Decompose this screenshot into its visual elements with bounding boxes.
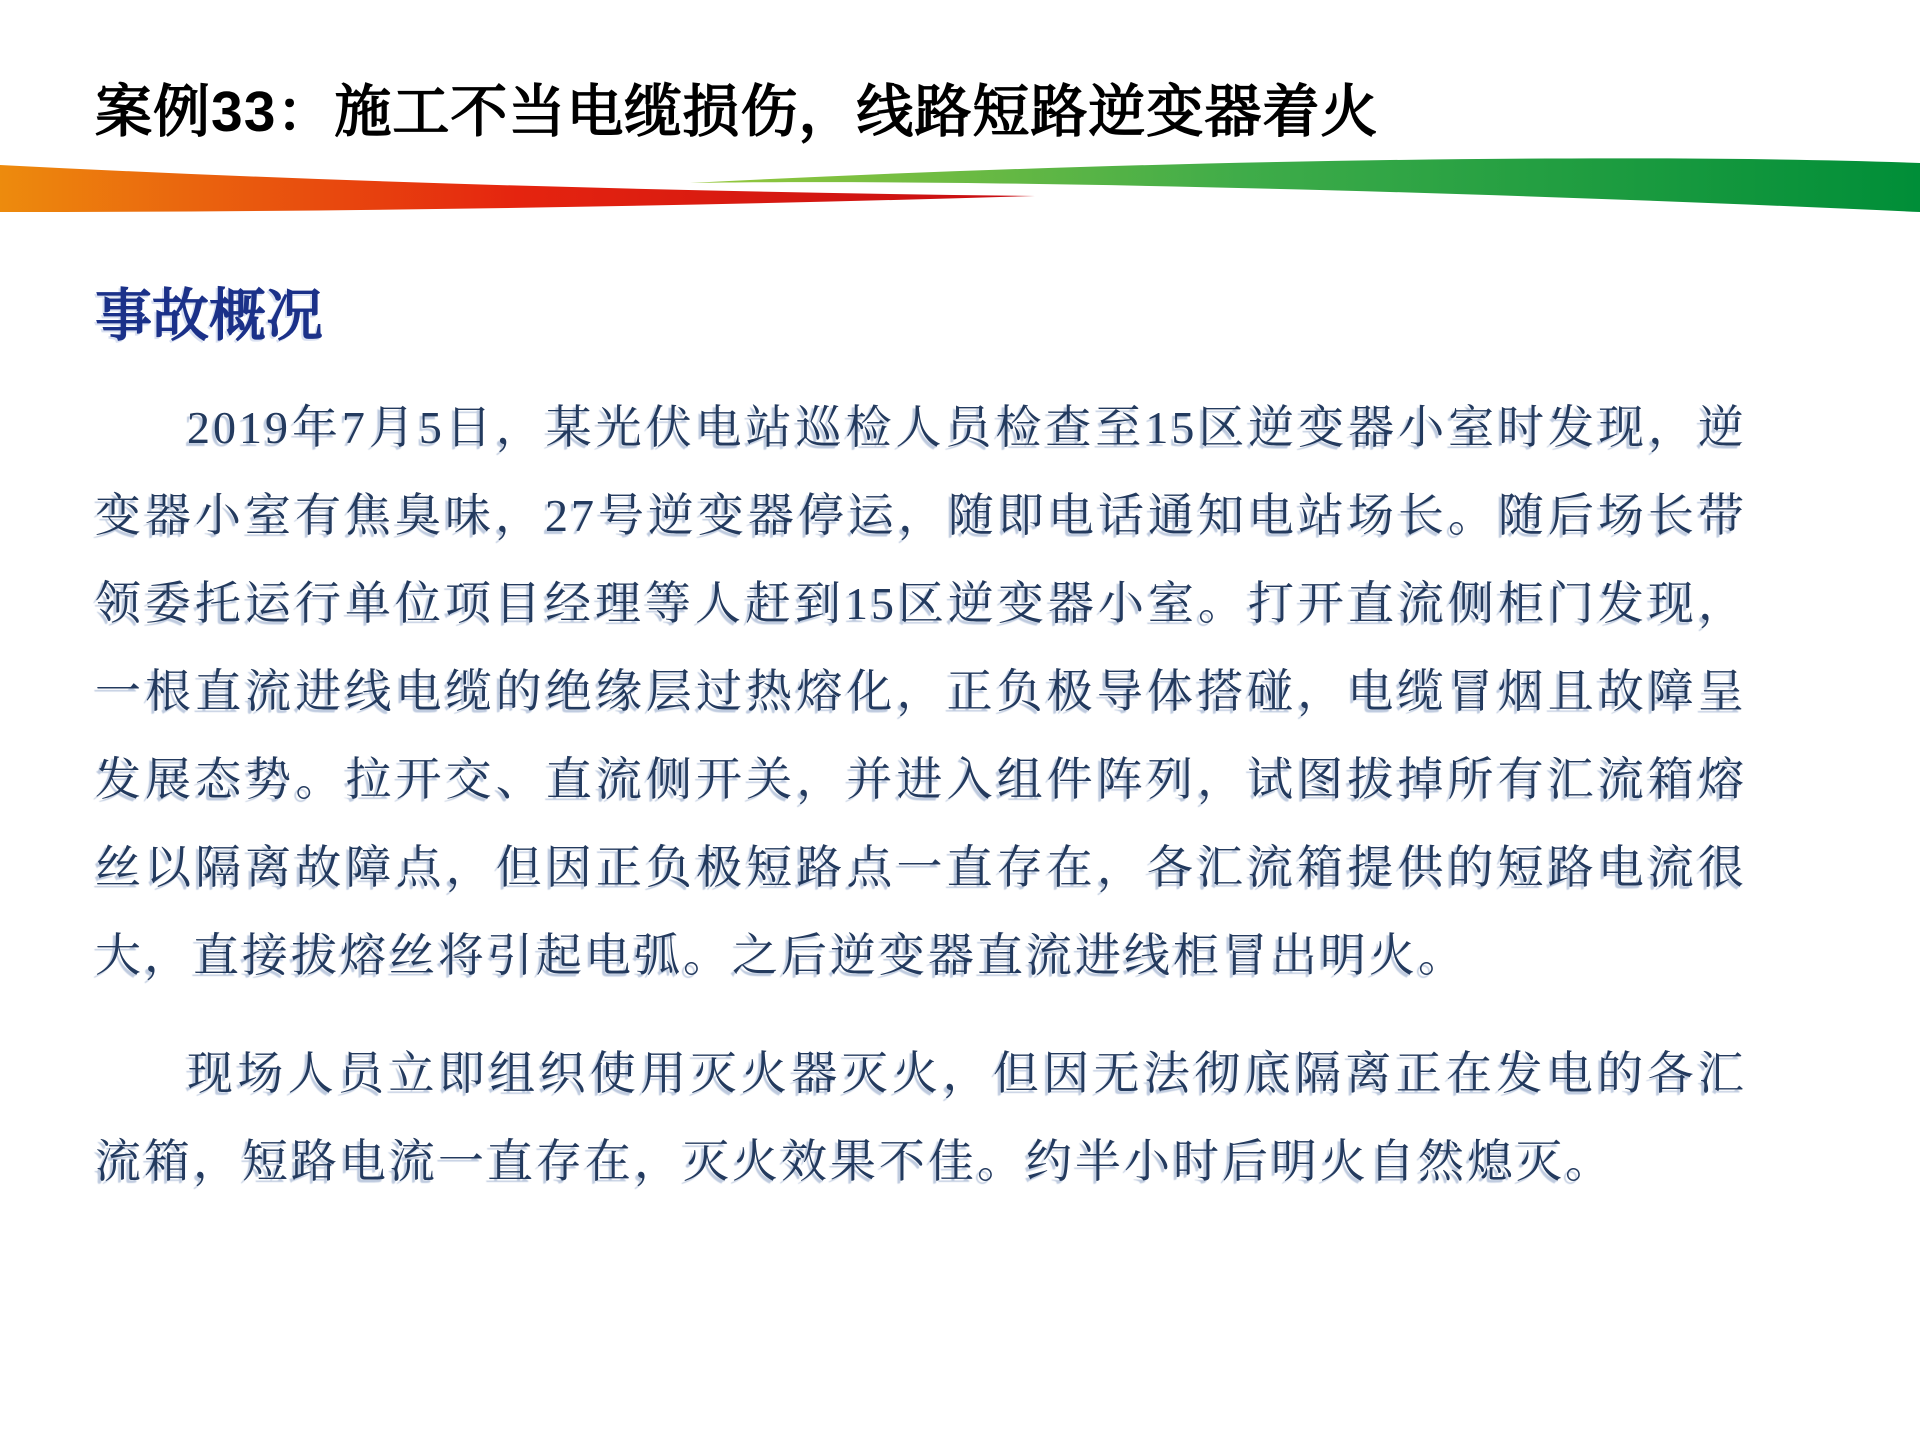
content-area <box>95 284 1747 1206</box>
body-paragraph-1: 2019年7月5日，某光伏电站巡检人员检查至15区逆变器小室时发现，逆变器小室有焦臭味，27号逆变器停运，随即电话通知电站场长。随后场长带领委托运行单位项目经理等人赶到15区逆变器小室。打开直流侧柜门发现，一根直流进线电缆的绝缘层过热熔化，正负极导体搭碰，电缆冒烟且故障呈发展态势。拉开交、直流侧开关，并进入组件阵列，试图拔掉所有汇流箱熔丝以隔离故障点，但因正负极短路点一直存在，各汇流箱提供的短路电流很大，直接拔熔丝将引起电弧。之后逆变器直流进线柜冒出明火。 <box>95 402 1747 981</box>
section-heading: 事故概况 <box>95 284 323 348</box>
ribbon-green-wave <box>690 158 1920 212</box>
slide-title: 案例33：施工不当电缆损伤，线路短路逆变器着火 <box>95 80 1379 144</box>
ribbon-red-wave <box>0 165 1035 212</box>
body-paragraph-2: 现场人员立即组织使用灭火器灭火，但因无法彻底隔离正在发电的各汇流箱，短路电流一直存在，灭火效果不佳。约半小时后明火自然熄灭。 <box>95 1048 1747 1187</box>
ribbon-swoosh-graphic <box>0 150 1920 250</box>
